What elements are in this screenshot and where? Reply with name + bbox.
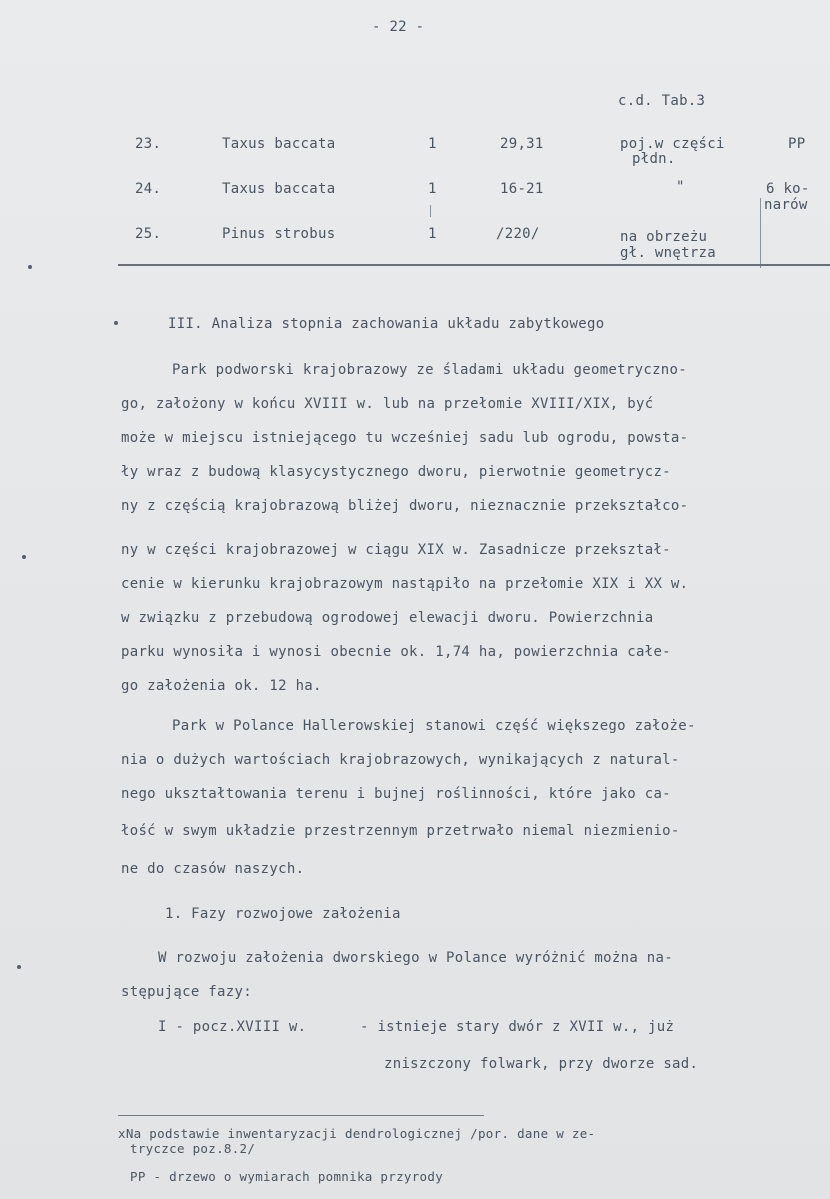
location-cell-line2: płdn. [632,151,676,167]
text-line: W rozwoju założenia dworskiego w Polance wyróżnić można na- [158,950,673,966]
remarks-cell: 6 ko- [766,181,810,197]
text-line: łość w swym układzie przestrzennym przetrwało niemal niezmienio- [121,823,680,839]
margin-mark [17,965,21,969]
row-number: 24. [135,181,162,197]
text-line: nego ukształtowania terenu i bujnej roślinności, które jako ca- [121,786,671,802]
text-line: go, założony w końcu XVIII w. lub na przełomie XVIII/XIX, być [121,396,654,412]
subsection-heading: 1. Fazy rozwojowe założenia [165,906,401,922]
text-line: stępujące fazy: [121,984,252,1000]
species-cell: Taxus baccata [222,181,336,197]
phase-description: - istnieje stary dwór z XVII w., już [360,1019,675,1035]
text-line: ny w części krajobrazowej w ciągu XIX w. Zasadnicze przekształ- [121,542,671,558]
margin-mark [22,555,26,559]
count-cell: 1 [428,181,437,197]
text-line: go założenia ok. 12 ha. [121,678,322,694]
text-line: Park w Polance Hallerowskiej stanowi część większego założe- [172,718,696,734]
column-vertical-line [760,198,761,268]
remarks-cell-line2: narów [764,197,808,213]
footnote-rule [118,1115,484,1116]
footnote-1: xNa podstawie inwentaryzacji dendrologicznej /por. dane w ze- [118,1126,596,1141]
text-line: nia o dużych wartościach krajobrazowych, wynikających z natural- [121,752,680,768]
section-heading: III. Analiza stopnia zachowania układu zabytkowego [168,316,605,332]
text-line: ne do czasów naszych. [121,861,305,877]
measure-cell: 16-21 [500,181,544,197]
location-cell: poj.w części [620,136,725,152]
count-cell: 1 [428,226,437,242]
location-cell: na obrzeżu [620,229,708,245]
text-line: cenie w kierunku krajobrazowym nastąpiło na przełomie XIX i XX w. [121,576,689,592]
remarks-cell: PP [788,136,806,152]
page-number: - 22 - [372,19,425,35]
footnote-1-line2: tryczce poz.8.2/ [130,1141,256,1156]
margin-mark [28,265,32,269]
location-cell: " [676,179,685,195]
species-cell: Taxus baccata [222,136,336,152]
row-number: 23. [135,136,162,152]
text-line: parku wynosiła i wynosi obecnie ok. 1,74 ha, powierzchnia całe- [121,644,671,660]
species-cell: Pinus strobus [222,226,336,242]
measure-cell: 29,31 [500,136,544,152]
row-number: 25. [135,226,162,242]
table-bottom-rule [118,264,830,266]
measure-cell: /220/ [496,226,540,242]
text-line: Park podworski krajobrazowy ze śladami układu geometryczno- [172,362,687,378]
margin-mark [114,321,118,325]
count-cell: 1 [428,136,437,152]
phase-label: I - pocz.XVIII w. [158,1019,307,1035]
text-line: ły wraz z budową klasycystycznego dworu, pierwotnie geometrycz- [121,464,671,480]
table-continuation-label: c.d. Tab.3 [618,93,706,109]
text-line: w związku z przebudową ogrodowej elewacji dworu. Powierzchnia [121,610,654,626]
text-line: może w miejscu istniejącego tu wcześniej sadu lub ogrodu, powsta- [121,430,689,446]
column-tick [430,205,431,217]
location-cell-line2: gł. wnętrza [620,245,717,261]
text-line: ny z częścią krajobrazową bliżej dworu, nieznacznie przekształco- [121,498,689,514]
phase-description-line2: zniszczony folwark, przy dworze sad. [384,1056,699,1072]
footnote-2: PP - drzewo o wymiarach pomnika przyrody [130,1169,444,1184]
